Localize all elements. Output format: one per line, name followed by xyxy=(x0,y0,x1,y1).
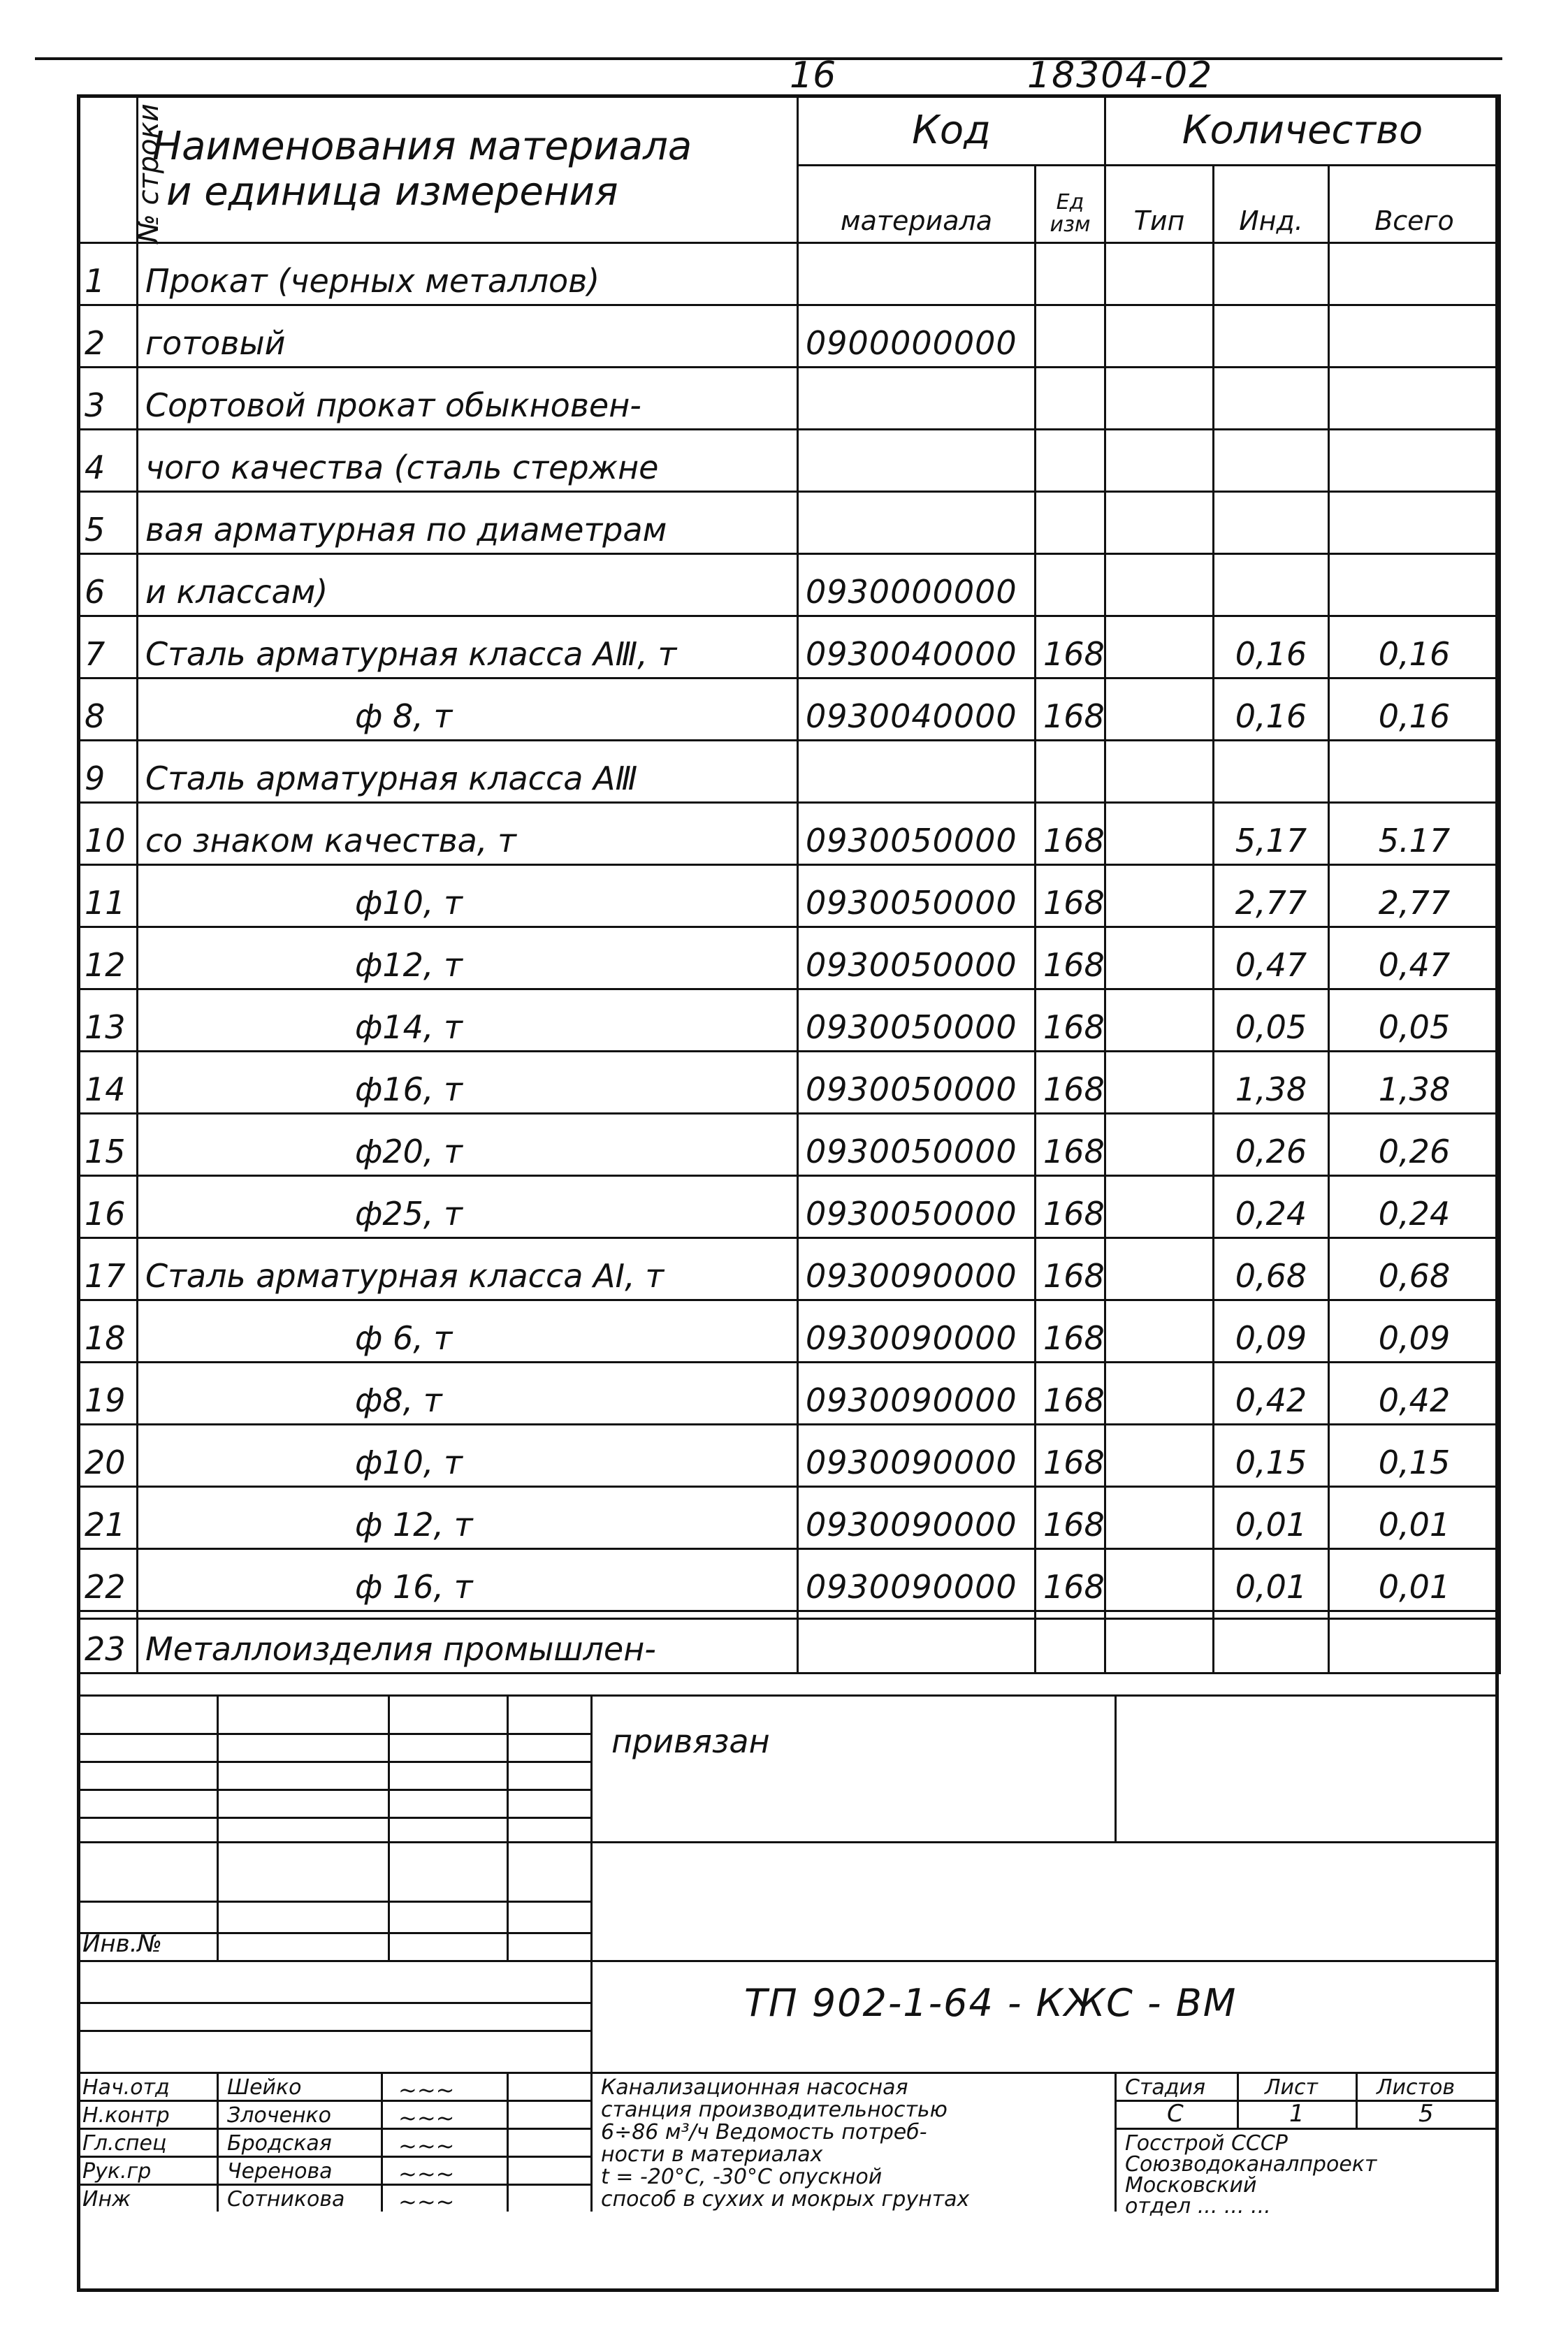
total-qty: 0,15 xyxy=(1329,1425,1500,1487)
unit-code: 168 xyxy=(1036,1363,1105,1425)
ind-qty xyxy=(1214,368,1329,430)
total-qty: 0,42 xyxy=(1329,1363,1500,1425)
row-number: 21 xyxy=(78,1487,138,1549)
total-qty: 0,24 xyxy=(1329,1176,1500,1238)
material-code: 0930090000 xyxy=(798,1238,1036,1300)
row-number: 16 xyxy=(78,1176,138,1238)
signer-role: Н.контр xyxy=(82,2103,170,2128)
type-qty xyxy=(1105,243,1214,305)
total-qty: 5.17 xyxy=(1329,803,1500,865)
sheet-label: Лист xyxy=(1265,2075,1319,2100)
material-code: 0930050000 xyxy=(798,865,1036,927)
table-row xyxy=(78,1114,1500,1176)
ind-qty: 0,01 xyxy=(1214,1487,1329,1549)
type-qty xyxy=(1105,678,1214,741)
unit-code: 168 xyxy=(1036,616,1105,678)
unit-code: 168 xyxy=(1036,1114,1105,1176)
code-material-subheader: материала xyxy=(798,166,1036,243)
table-row xyxy=(78,1300,1500,1363)
material-name: ф 16, т xyxy=(138,1549,798,1611)
total-qty: 0,16 xyxy=(1329,678,1500,741)
top-rule xyxy=(35,57,1502,60)
total-qty: 1,38 xyxy=(1329,1052,1500,1114)
total-qty: 0,16 xyxy=(1329,616,1500,678)
row-number: 20 xyxy=(78,1425,138,1487)
material-code xyxy=(798,430,1036,492)
material-code: 0930050000 xyxy=(798,1176,1036,1238)
table-row xyxy=(78,1238,1500,1300)
unit-code: 168 xyxy=(1036,1425,1105,1487)
total-subheader: Всего xyxy=(1329,166,1500,243)
table-row xyxy=(78,430,1500,492)
material-code: 0930000000 xyxy=(798,554,1036,616)
material-code: 0930050000 xyxy=(798,803,1036,865)
ind-qty xyxy=(1214,305,1329,368)
table-row xyxy=(78,741,1500,803)
row-number-header: № строки xyxy=(78,96,138,243)
type-qty xyxy=(1105,492,1214,554)
unit-code xyxy=(1036,741,1105,803)
inventory-label: Инв.№ xyxy=(82,1930,162,1958)
material-name: ф25, т xyxy=(138,1176,798,1238)
row-number: 12 xyxy=(78,927,138,989)
material-name: ф14, т xyxy=(138,989,798,1052)
material-code: 0930050000 xyxy=(798,927,1036,989)
total-qty xyxy=(1329,492,1500,554)
signature: ~~~ xyxy=(398,2105,455,2131)
row-number: 10 xyxy=(78,803,138,865)
organization-line: Московский xyxy=(1125,2173,1257,2198)
signer-name: Сотникова xyxy=(227,2187,345,2212)
material-code: 0930040000 xyxy=(798,616,1036,678)
material-name: со знаком качества, т xyxy=(138,803,798,865)
type-qty xyxy=(1105,1549,1214,1611)
row-number: 5 xyxy=(78,492,138,554)
material-name: и классам) xyxy=(138,554,798,616)
unit-code: 168 xyxy=(1036,803,1105,865)
row-number: 11 xyxy=(78,865,138,927)
table-row xyxy=(78,1425,1500,1487)
unit-code: 168 xyxy=(1036,1238,1105,1300)
type-qty xyxy=(1105,368,1214,430)
unit-code: 168 xyxy=(1036,1300,1105,1363)
material-code: 0930050000 xyxy=(798,1114,1036,1176)
unit-code: 168 xyxy=(1036,927,1105,989)
description-line: способ в сухих и мокрых грунтах xyxy=(601,2187,970,2212)
total-qty: 0,01 xyxy=(1329,1487,1500,1549)
material-name: Прокат (черных металлов) xyxy=(138,243,798,305)
material-code: 0930090000 xyxy=(798,1300,1036,1363)
signer-name: Злоченко xyxy=(227,2103,332,2128)
signature: ~~~ xyxy=(398,2161,455,2187)
row-number: 18 xyxy=(78,1300,138,1363)
description-line: станция производительностью xyxy=(601,2098,948,2122)
material-code: 0900000000 xyxy=(798,305,1036,368)
row-number: 23 xyxy=(78,1611,138,1674)
type-qty xyxy=(1105,1052,1214,1114)
ind-qty: 0,01 xyxy=(1214,1549,1329,1611)
ind-qty: 5,17 xyxy=(1214,803,1329,865)
material-name: ф10, т xyxy=(138,1425,798,1487)
table-row xyxy=(78,1363,1500,1425)
materials-table xyxy=(77,94,1501,1674)
material-code xyxy=(798,243,1036,305)
name-header-line1: Наименования материала xyxy=(152,124,692,169)
unit-code xyxy=(1036,554,1105,616)
ind-qty xyxy=(1214,741,1329,803)
table-row xyxy=(78,305,1500,368)
description-line: Канализационная насосная xyxy=(601,2075,908,2100)
ind-qty: 0,09 xyxy=(1214,1300,1329,1363)
material-name: ф 6, т xyxy=(138,1300,798,1363)
ind-qty: 1,38 xyxy=(1214,1052,1329,1114)
type-qty xyxy=(1105,741,1214,803)
total-qty: 0,26 xyxy=(1329,1114,1500,1176)
type-qty xyxy=(1105,1176,1214,1238)
total-qty: 0,01 xyxy=(1329,1549,1500,1611)
signer-role: Рук.гр xyxy=(82,2159,152,2184)
signer-name: Шейко xyxy=(227,2075,302,2100)
sheets-value: 5 xyxy=(1418,2100,1434,2128)
signer-role: Инж xyxy=(82,2187,131,2212)
unit-code: 168 xyxy=(1036,989,1105,1052)
unit-subheader: Ед изм xyxy=(1036,166,1105,243)
quantity-header: Количество xyxy=(1105,96,1500,166)
ind-qty xyxy=(1214,243,1329,305)
row-number: 17 xyxy=(78,1238,138,1300)
description-line: 6÷86 м³/ч Ведомость потреб- xyxy=(601,2120,927,2144)
material-name: чого качества (сталь стержне xyxy=(138,430,798,492)
type-qty xyxy=(1105,1425,1214,1487)
signer-role: Гл.спец xyxy=(82,2131,167,2156)
row-number: 1 xyxy=(78,243,138,305)
unit-code xyxy=(1036,492,1105,554)
unit-code: 168 xyxy=(1036,1549,1105,1611)
total-qty: 0,05 xyxy=(1329,989,1500,1052)
code-header: Код xyxy=(798,96,1105,166)
table-row xyxy=(78,616,1500,678)
row-number: 7 xyxy=(78,616,138,678)
signer-name: Черенова xyxy=(227,2159,333,2184)
ind-qty: 0,16 xyxy=(1214,678,1329,741)
total-qty: 0,09 xyxy=(1329,1300,1500,1363)
table-row xyxy=(78,554,1500,616)
project-designation: ТП 902-1-64 - КЖС - ВМ xyxy=(744,1981,1237,2025)
material-name: ф 12, т xyxy=(138,1487,798,1549)
stage-value: С xyxy=(1167,2100,1184,2128)
type-qty xyxy=(1105,616,1214,678)
material-name: Сталь арматурная класса АⅠ, т xyxy=(138,1238,798,1300)
type-qty xyxy=(1105,989,1214,1052)
name-header-line2: и единица измерения xyxy=(166,169,618,215)
material-code: 0930090000 xyxy=(798,1487,1036,1549)
table-row xyxy=(78,865,1500,927)
row-number: 13 xyxy=(78,989,138,1052)
material-code: 0930090000 xyxy=(798,1425,1036,1487)
table-row xyxy=(78,492,1500,554)
material-name: вая арматурная по диаметрам xyxy=(138,492,798,554)
ind-qty: 0,47 xyxy=(1214,927,1329,989)
type-qty xyxy=(1105,803,1214,865)
tied-label: привязан xyxy=(611,1722,770,1760)
unit-code: 168 xyxy=(1036,1487,1105,1549)
ind-qty: 0,16 xyxy=(1214,616,1329,678)
unit-code: 168 xyxy=(1036,1052,1105,1114)
row-number: 19 xyxy=(78,1363,138,1425)
signer-name: Бродская xyxy=(227,2131,332,2156)
material-name: готовый xyxy=(138,305,798,368)
row-number: 9 xyxy=(78,741,138,803)
material-name: Металлоизделия промышлен- xyxy=(138,1611,798,1674)
type-qty xyxy=(1105,305,1214,368)
row-number: 4 xyxy=(78,430,138,492)
description-line: ности в материалах xyxy=(601,2142,823,2167)
type-qty xyxy=(1105,865,1214,927)
table-row xyxy=(78,1549,1500,1611)
ind-qty: 2,77 xyxy=(1214,865,1329,927)
row-number: 8 xyxy=(78,678,138,741)
material-name: ф10, т xyxy=(138,865,798,927)
sheets-label: Листов xyxy=(1377,2075,1456,2100)
unit-code xyxy=(1036,305,1105,368)
type-qty xyxy=(1105,554,1214,616)
ind-qty xyxy=(1214,430,1329,492)
table-row xyxy=(78,927,1500,989)
total-qty xyxy=(1329,430,1500,492)
page-number: 16 xyxy=(790,55,836,96)
unit-code: 168 xyxy=(1036,1176,1105,1238)
ind-qty xyxy=(1214,492,1329,554)
type-subheader: Тип xyxy=(1105,166,1214,243)
material-code xyxy=(798,492,1036,554)
row-number: 15 xyxy=(78,1114,138,1176)
material-name: Сталь арматурная класса АⅢ, т xyxy=(138,616,798,678)
total-qty xyxy=(1329,554,1500,616)
table-row xyxy=(78,1052,1500,1114)
material-name: ф 8, т xyxy=(138,678,798,741)
material-code: 0930040000 xyxy=(798,678,1036,741)
document-number: 18304-02 xyxy=(1027,55,1214,96)
table-row xyxy=(78,678,1500,741)
total-qty xyxy=(1329,368,1500,430)
total-qty xyxy=(1329,305,1500,368)
row-number: 14 xyxy=(78,1052,138,1114)
unit-code: 168 xyxy=(1036,678,1105,741)
total-qty xyxy=(1329,741,1500,803)
row-number: 2 xyxy=(78,305,138,368)
organization-line: Госстрой СССР xyxy=(1125,2131,1288,2156)
total-qty: 2,77 xyxy=(1329,865,1500,927)
material-code xyxy=(798,368,1036,430)
table-row xyxy=(78,803,1500,865)
ind-qty: 0,15 xyxy=(1214,1425,1329,1487)
type-qty xyxy=(1105,1238,1214,1300)
total-qty: 0,47 xyxy=(1329,927,1500,989)
ind-qty: 0,42 xyxy=(1214,1363,1329,1425)
material-code: 0930090000 xyxy=(798,1549,1036,1611)
material-code xyxy=(798,741,1036,803)
ind-qty: 0,26 xyxy=(1214,1114,1329,1176)
table-row xyxy=(78,1176,1500,1238)
material-code: 0930090000 xyxy=(798,1363,1036,1425)
material-name: Сортовой прокат обыкновен- xyxy=(138,368,798,430)
material-name: ф12, т xyxy=(138,927,798,989)
signature: ~~~ xyxy=(398,2077,455,2103)
ind-subheader: Инд. xyxy=(1214,166,1329,243)
type-qty xyxy=(1105,927,1214,989)
signature: ~~~ xyxy=(398,2133,455,2159)
ind-qty: 0,24 xyxy=(1214,1176,1329,1238)
title-block xyxy=(77,1618,1499,2292)
unit-code: 168 xyxy=(1036,865,1105,927)
material-name: ф20, т xyxy=(138,1114,798,1176)
description-line: t = -20°С, -30°С опускной xyxy=(601,2165,883,2189)
table-row xyxy=(78,989,1500,1052)
unit-code xyxy=(1036,243,1105,305)
type-qty xyxy=(1105,1114,1214,1176)
table-row xyxy=(78,243,1500,305)
sheet-value: 1 xyxy=(1289,2100,1305,2128)
signer-role: Нач.отд xyxy=(82,2075,170,2100)
material-code: 0930050000 xyxy=(798,1052,1036,1114)
total-qty: 0,68 xyxy=(1329,1238,1500,1300)
organization-line: отдел ... ... ... xyxy=(1125,2194,1271,2219)
ind-qty: 0,68 xyxy=(1214,1238,1329,1300)
type-qty xyxy=(1105,1300,1214,1363)
signature: ~~~ xyxy=(398,2188,455,2215)
material-name: ф16, т xyxy=(138,1052,798,1114)
type-qty xyxy=(1105,1363,1214,1425)
ind-qty: 0,05 xyxy=(1214,989,1329,1052)
table-row xyxy=(78,1487,1500,1549)
organization-line: Союзводоканалпроект xyxy=(1125,2152,1377,2177)
row-number: 22 xyxy=(78,1549,138,1611)
type-qty xyxy=(1105,1487,1214,1549)
unit-code xyxy=(1036,430,1105,492)
table-row xyxy=(78,368,1500,430)
total-qty xyxy=(1329,243,1500,305)
stage-label: Стадия xyxy=(1125,2075,1206,2100)
unit-code xyxy=(1036,368,1105,430)
material-name: ф8, т xyxy=(138,1363,798,1425)
row-number: 6 xyxy=(78,554,138,616)
material-name: Сталь арматурная класса АⅢ xyxy=(138,741,798,803)
row-number: 3 xyxy=(78,368,138,430)
material-code: 0930050000 xyxy=(798,989,1036,1052)
name-header xyxy=(138,96,798,243)
type-qty xyxy=(1105,430,1214,492)
ind-qty xyxy=(1214,554,1329,616)
